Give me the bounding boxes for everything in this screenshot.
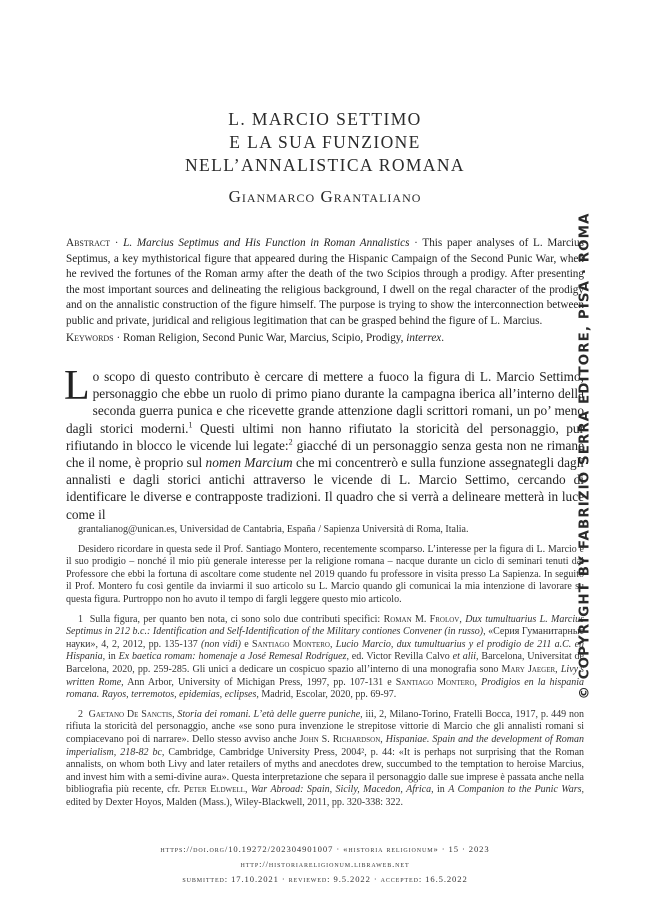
footnote-ref-1[interactable]: 1 [188,420,193,430]
abstract-text: This paper analyses of L. Marcius Septimus, a key mythistorical figure that appeared during the Hispanic Campaign of the Second Punic War, when he revived the fortunes of the Roman army after the death of the two Scipios through a prodigy. After presenting the most important sources and delineating the religious background, I dwell on the regal character of the prodigy and on the annalistic construction of the figure himself. The purpose is trying to show the interconnection between public and private, juridical and religious legitimation that can be grasped behind the figure of L. Marcius. [66,237,584,327]
footnote-2-text-c: in [437,784,445,796]
footnote-2-title-2: Hispaniae. Spain and the development of Roman imperialism, 218-82 bc, [66,733,584,758]
footnote-2-text-d: edited by Dexter Hoyos, Malden (Mass.), Wiley-Blackwell, 2011, pp. 320-338: 322. [66,796,404,808]
keywords [66,331,584,347]
footnote-2-title-1: Storia dei romani. L’età delle guerre puniche, [177,708,363,720]
footnote-2-title-3: War Abroad: Spain, Sicily, Macedon, Africa, [250,784,434,796]
footnote-2-author-2: John S. Richardson, [299,733,383,745]
body-text-3: giacché di un personaggio senza gesta non ne rimane che il nome, è proprio sul [66,437,584,471]
affiliation-note: grantalianog@unican.es, Universidad de Cantabria, España / Sapienza Università di Roma, Italia. [78,524,469,535]
abstract-separator-2: · [409,237,423,249]
footnote-1-title-1: Dux tumultuarius L. Marcius Septimus in 212 b.c.: Identification and Self-Identification of the Military contiones Convener (in russo), [66,613,585,638]
abstract-label: Abstract [66,237,111,249]
footnote-1-text-f: Barcelona, Universitat de Barcelona, 2020, pp. 259-285. Gli unici a dedicare un cospicuo spazio all’interno di una monografia sono [66,651,584,675]
title-line-2: E LA SUA FUNZIONE [229,132,421,152]
footnote-1 [66,614,584,702]
footnote-1-title-4: Livy’s written Rome, [66,663,585,688]
footnote-1-title-5: Prodigios en la hispania romana. Rayos, terremotos, epidemias, eclipses, [66,676,585,701]
footnote-1-non-vidi: (non vidi) [201,638,241,650]
keywords-separator: · [113,331,123,344]
abstract [66,236,584,346]
footnote-1-text-e: ed. Victor Revilla Calvo [351,651,450,663]
body-paragraph [64,363,585,523]
footnote-1-author-2: Santiago Montero, [251,638,333,650]
copyright-notice [565,212,605,700]
footnote-1-text-d: in [108,651,116,663]
footnote-2-text-b: Cambridge, Cambridge University Press, 2004², p. 44: «It is perhaps not surprising that the Roman annalists, on whom both Livy and later retailers of myths and anecdotes drew, succumbed to the temptation to heroise Marcius, and invest him with a semi-divine aura». Questa interpretazione che separa il personaggio dalle sue imprese è passata anche nella bibliografia più recente, cfr. [66,746,585,796]
footnote-2-author-1: Gaetano De Sanctis, [88,708,175,720]
footnote-2-text-a: iii, 2, Milano-Torino, Fratelli Bocca, 1917, p. 449 non rifiuta la storicità del personaggio, anche «se sono pura invenzione le strepitose vittorie di Marcio che gli annalisti romani si compiacevano poi di narrare». Dello stesso avviso anche [66,708,585,745]
footnote-ref-2[interactable]: 2 [288,437,293,447]
footer-url[interactable]: http://historiareligionum.libraweb.net [240,859,410,869]
title-line-1: L. MARCIO SETTIMO [228,109,422,129]
footnote-1-text-c: e [244,638,249,650]
footnote-2 [66,709,584,810]
acknowledgement-note: Desidero ricordare in questa sede il Prof. Santiago Montero, recentemente scomparso. L’interesse per la figura di L. Marcio e il suo prodigio – nonché il mio più generale interesse per la religione romana – nacque durante un ciclo di seminari tenuti dal Professore che ebbi la fortuna di ascoltare come studente nel 2019 quando fu professore in visita presso La Sapienza. In seguito il Prof. Montero fu così gentile da inviarmi il suo articolo su L. Marcio quando gli comunicai la mia intenzione di lavorare su questa figura. Purtroppo non ho avuto il tempo di fargli leggere questo mio articolo. [66,543,584,605]
footnote-1-number: 1 [78,613,83,625]
keywords-italic: interrex [406,331,442,344]
footnote-2-number: 2 [78,708,83,720]
body-text-4: che mi concentrerò e sulla funzione assegnategli dagli annalisti e dagli storici antichi attraverso le vicende di L. Marcio Settimo, cercando di identificare le diverse e contrapposte tradizioni. Il quadro che si verrà a delineare metterà in luce come il [66,455,585,522]
footer-doi[interactable]: https://doi.org/10.19272/202304901007 · «historia religionum» · 15 · 2023 [160,844,490,854]
body-italic-nomen: nomen Marcium [205,455,293,471]
keywords-label: Keywords [66,331,114,344]
footnote-1-text-h: Madrid, Escolar, 2020, pp. 69-97. [261,689,397,701]
footnote-1-title-3: Ex baetica romam: homenaje a José Remesal Rodríguez, [118,651,349,663]
body-text-2: Questi ultimi non hanno rifiutato la storicità del personaggio, pur rifiutando in blocco le vicende lui legate: [66,420,585,453]
title-line-3: NELL’ANNALISTICA ROMANA [185,155,465,175]
author-name: Gianmarco Grantaliano [228,187,422,206]
footer-dates: submitted: 17.10.2021 · reviewed: 9.5.2022 · accepted: 16.5.2022 [182,874,468,884]
drop-cap: L [64,363,90,409]
footnote-1-author-4: Santiago Montero, [395,676,478,688]
article-title [66,108,584,207]
keywords-end: . [441,331,445,344]
body-text-1: o scopo di questo contributo è cercare di mettere a fuoco la figura di L. Marcio Settimo, personaggio che ebbe un ruolo di primo piano durante la campagna iberica all’interno della seconda guerra punica e che ricevette grande attenzione dagli scrittori romani, un po’ meno dagli storici moderni. [66,369,584,436]
footnote-1-title-2: Lucio Marcio, dux tumultuarius y el prodigio de 211 a.C. en Hispania, [66,638,585,663]
footnote-2-author-3: Peter Eldwell, [183,784,248,796]
copyright-text: © COPYRIGHT BY FABRIZIO SERRA EDITORE, PISA · ROMA [577,212,593,700]
abstract-separator: · [110,237,124,249]
footnote-1-et-alii: et alii, [452,651,479,663]
footnote-1-text-b: «Серия Гуманитарные науки», 4, 2, 2012, pp. 135-137 [66,626,584,650]
footnote-2-title-4: A Companion to the Punic Wars, [448,784,585,796]
page-footer [66,842,584,887]
footnotes [66,524,584,809]
footnote-1-author-1: Roman M. Frolov, [383,613,462,625]
footnote-1-author-3: Mary Jaeger, [501,663,558,675]
keywords-text: Roman Religion, Second Punic War, Marcius, Scipio, Prodigy, [122,331,404,344]
footnote-1-text-g: Ann Arbor, University of Michigan Press, 1997, pp. 107-131 e [127,676,392,688]
footnote-1-text: Sulla figura, per quanto ben nota, ci sono solo due contributi specifici: [89,613,381,625]
abstract-english-title: L. Marcius Septimus and His Function in Roman Annalistics [123,237,410,249]
